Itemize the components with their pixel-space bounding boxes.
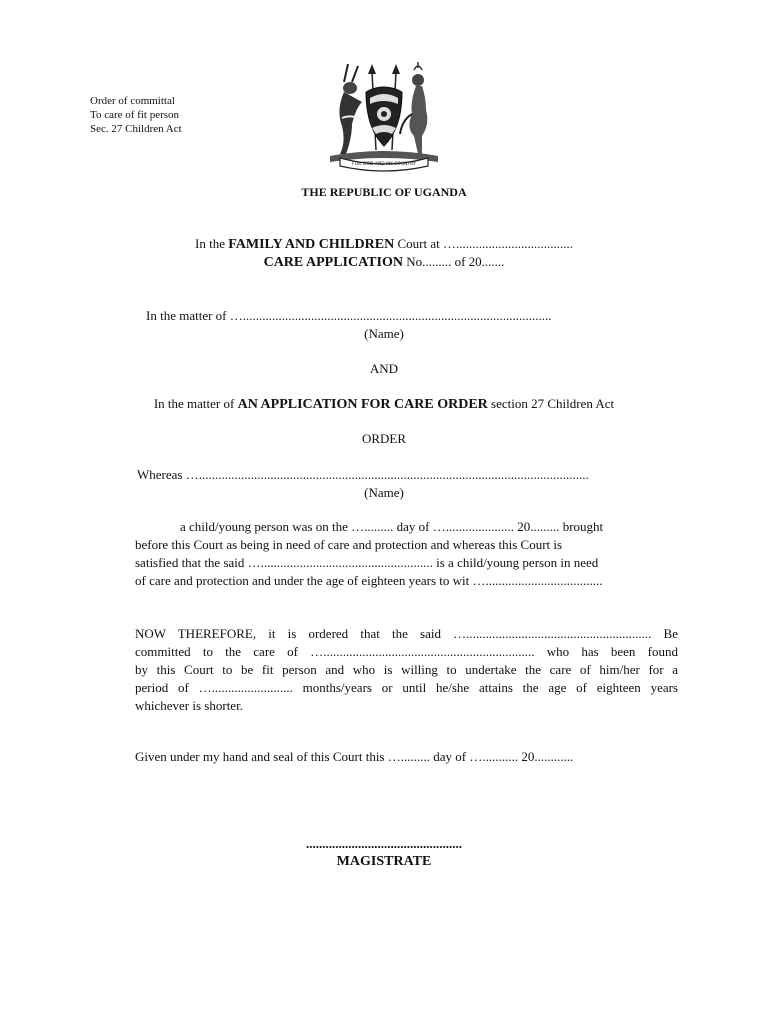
paragraph-1-line-1: a child/young person was on the …......... day of …..................... 20......... brought: [180, 519, 604, 534]
and-label: AND: [369, 361, 399, 376]
matter-of-name-line: In the matter of …...............................................................................................: [146, 308, 552, 323]
paragraph-now-therefore: [135, 625, 678, 715]
paragraph-1-line-2: before this Court as being in need of care and protection and whereas this Court is: [135, 537, 563, 552]
paragraph-2-line-4: period of …......................... months/years or until he/she attains the age of eighteen years: [135, 680, 678, 695]
paragraph-2-line-3: by this Court to be fit person and who is willing to undertake the care of him/her for a: [135, 662, 678, 677]
crest-motto: FOR GOD AND MY COUNTRY: [352, 162, 416, 167]
paragraph-2-line-2: committed to the care of …................................................................. who has been found: [135, 644, 678, 659]
header-note-line-2: To care of fit person: [90, 109, 180, 121]
header-note-line-1: Order of committal: [90, 95, 175, 107]
given-under-hand-line: Given under my hand and seal of this Court this …......... day of …........... 20............: [135, 749, 574, 764]
republic-heading: THE REPUBLIC OF UGANDA: [301, 185, 467, 199]
whereas-line: Whereas …........................................................................................................................: [137, 467, 589, 482]
paragraph-care-need: [135, 518, 678, 590]
court-name: FAMILY AND CHILDREN: [228, 237, 395, 252]
matter2-suffix: section 27 Children Act: [487, 396, 615, 411]
paragraph-2-line-5: whichever is shorter.: [135, 698, 243, 713]
signature-line: ................................................: [306, 836, 462, 851]
court-prefix: In the: [195, 236, 229, 251]
paragraph-1-line-4: of care and protection and under the age of eighteen years to wit …....................................: [135, 573, 603, 588]
court-line: [0, 236, 768, 253]
uganda-coat-of-arms-icon: [322, 58, 446, 172]
name-label-2: (Name): [364, 485, 404, 500]
header-note: [90, 94, 182, 136]
paragraph-1-line-3: satisfied that the said …..................................................... is a child/young person in need: [135, 555, 599, 570]
matter-of-application-line: [0, 396, 768, 413]
order-heading: ORDER: [361, 431, 407, 446]
matter2-prefix: In the matter of: [153, 396, 238, 411]
paragraph-2-line-1: NOW THEREFORE, it is ordered that the said …......................................................... Be: [135, 626, 678, 641]
care-application-line: [0, 254, 768, 271]
name-label-1: (Name): [364, 326, 404, 341]
court-suffix: Court at …....................................: [394, 236, 573, 251]
magistrate-title: MAGISTRATE: [336, 854, 432, 869]
care-application-label: CARE APPLICATION: [263, 255, 403, 270]
matter2-title: AN APPLICATION FOR CARE ORDER: [237, 397, 488, 412]
care-application-number: No......... of 20.......: [402, 254, 505, 269]
header-note-line-3: Sec. 27 Children Act: [90, 123, 182, 135]
